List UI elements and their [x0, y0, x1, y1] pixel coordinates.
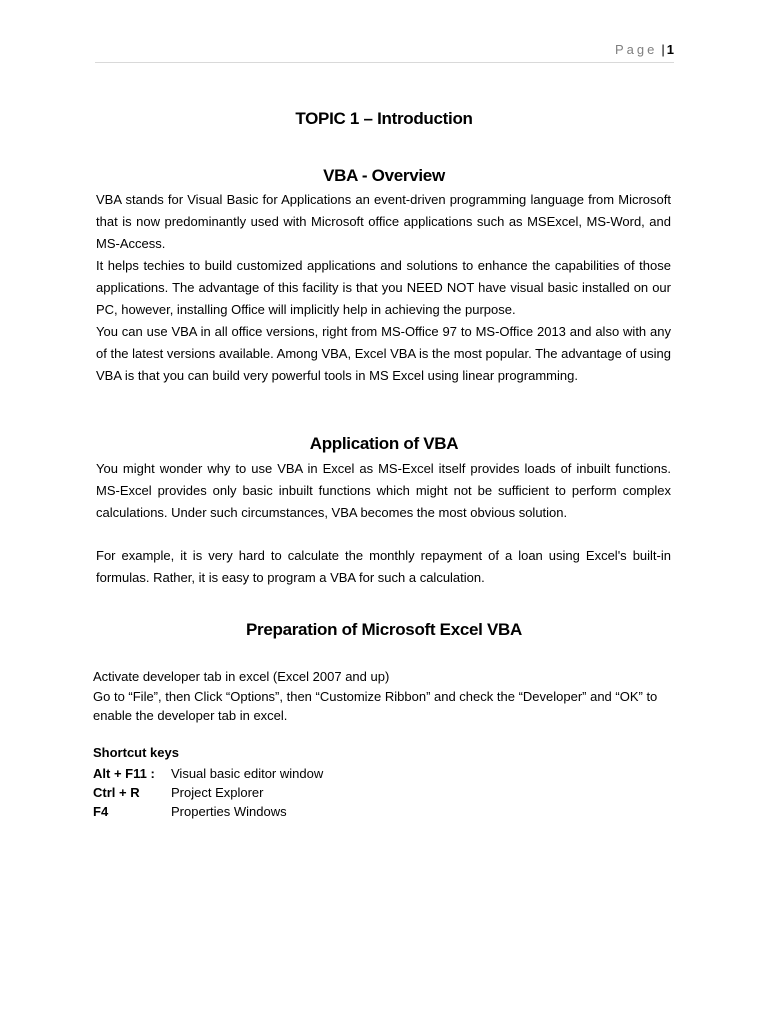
- shortcut-row: [93, 783, 323, 802]
- activate-instruction: Activate developer tab in excel (Excel 2007 and up): [93, 669, 390, 684]
- shortcut-key: Alt + F11 :: [93, 766, 155, 781]
- overview-heading: VBA - Overview: [323, 166, 445, 185]
- shortcut-row: [93, 802, 323, 821]
- shortcut-description: Visual basic editor window: [171, 766, 324, 781]
- shortcut-row: [93, 764, 323, 783]
- preparation-heading: Preparation of Microsoft Excel VBA: [245, 620, 523, 639]
- shortcut-description: Project Explorer: [171, 785, 264, 800]
- page-header: [615, 42, 674, 57]
- shortcut-description: Properties Windows: [171, 804, 287, 819]
- shortcut-list: [93, 764, 323, 821]
- application-paragraph-2: For example, it is very hard to calculate the monthly repayment of a loan using Excel's built-in formulas. Rather, it is easy to program a VBA for such a calculation.: [96, 548, 671, 585]
- header-rule: [95, 62, 674, 63]
- shortcut-key: Ctrl + R: [93, 785, 140, 800]
- application-heading: Application of VBA: [309, 434, 459, 453]
- overview-paragraph-1: VBA stands for Visual Basic for Applications an event-driven programming language from Microsoft that is now predominantly used with Microsoft office applications such as MSExcel, MS-Word, and MS-Access.: [96, 192, 671, 251]
- go-to-instruction: Go to “File”, then Click “Options”, then “Customize Ribbon” and check the “Developer” and “OK” to enable the developer tab in excel.: [93, 689, 658, 723]
- overview-paragraph-3: You can use VBA in all office versions, right from MS-Office 97 to MS-Office 2013 and also with any of the latest versions available. Among VBA, Excel VBA is the most popular. The advantage of using VBA is that you can build very powerful tools in MS Excel using linear programming.: [96, 324, 671, 383]
- shortcut-keys-title: Shortcut keys: [93, 745, 179, 760]
- topic-title: TOPIC 1 – Introduction: [295, 109, 473, 128]
- page-separator: |: [661, 42, 665, 57]
- application-paragraph-1: You might wonder why to use VBA in Excel as MS-Excel itself provides loads of inbuilt functions. MS-Excel provides only basic inbuilt functions which might not be sufficient to perform complex calculations. Under such circumstances, VBA becomes the most obvious solution.: [96, 461, 671, 520]
- overview-paragraph-2: It helps techies to build customized applications and solutions to enhance the capabilities of those applications. The advantage of this facility is that you NEED NOT have visual basic installed on our PC, however, installing Office will implicitly help in achieving the purpose.: [96, 258, 671, 317]
- page-label: Page: [615, 42, 658, 57]
- page-number: 1: [666, 42, 674, 57]
- shortcut-key: F4: [93, 804, 109, 819]
